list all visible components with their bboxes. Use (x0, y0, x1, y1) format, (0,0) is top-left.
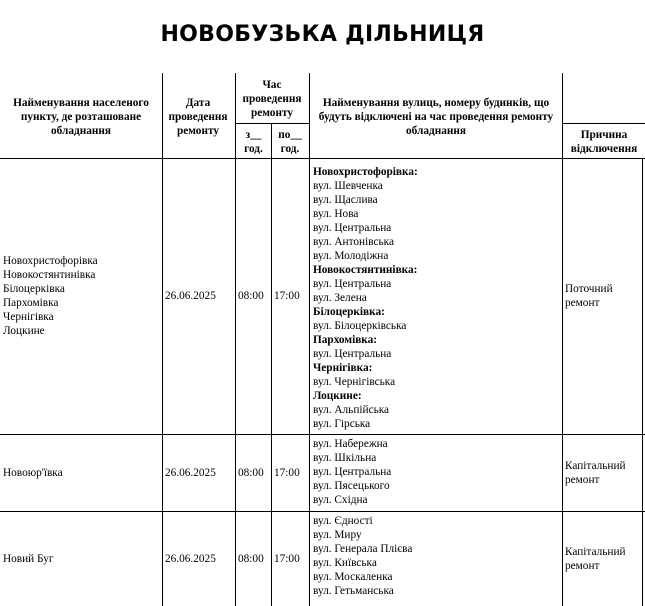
header-settlement: Найменування населеного пункту, де розташоване обладнання (13, 97, 149, 137)
settlement-heading: Новохристофорівка: (313, 166, 418, 178)
page-title: НОВОБУЗЬКА ДІЛЬНИЦЯ (160, 22, 485, 47)
grid-vline (235, 73, 236, 606)
grid-vline (642, 158, 643, 606)
settlement-name: Новий Буг (3, 552, 54, 565)
outage-reason: Поточний ремонт (565, 283, 613, 309)
street-name: вул. Шевченка (313, 180, 383, 192)
street-name: вул. Білоцерківська (313, 320, 407, 332)
street-name: вул. Єдності (313, 515, 373, 527)
header-streets: Найменування вулиць, номеру будинків, що будуть відключені на час проведення ремонту обладнання (318, 97, 554, 137)
settlement-name: Пархомівка (3, 297, 59, 309)
grid-vline (562, 73, 563, 606)
street-name: вул. Миру (313, 529, 362, 541)
header-time: Час проведення ремонту (242, 79, 302, 119)
settlement-heading: Лоцкине: (313, 390, 362, 402)
settlement-heading: Білоцерківка: (313, 306, 385, 318)
time-from: 08:00 (238, 466, 264, 479)
header-from: з__ год. (244, 129, 263, 155)
street-name: вул. Генерала Плієва (313, 543, 413, 555)
outage-reason: Капітальний ремонт (565, 459, 626, 486)
settlement-heading: Чернігівка: (313, 362, 373, 374)
grid-hline (0, 511, 645, 512)
street-name: вул. Зелена (313, 292, 367, 304)
street-name: вул. Пясецького (313, 480, 390, 492)
street-name: вул. Київська (313, 557, 377, 569)
header-to: по__ год. (278, 129, 302, 155)
settlement-heading: Новокостянтинівка: (313, 264, 418, 276)
repair-date: 26.06.2025 (165, 552, 216, 565)
street-name: вул. Центральна (313, 348, 392, 360)
grid-vline (162, 73, 163, 606)
header-reason: Причина відключення (570, 129, 638, 155)
header-date: Дата проведення ремонту (168, 97, 228, 137)
street-name: вул. Центральна (313, 278, 392, 290)
time-from: 08:00 (238, 290, 264, 302)
street-name: вул. Набережна (313, 438, 388, 450)
street-name: вул. Чернігівська (313, 376, 396, 388)
street-name: вул. Шкільна (313, 452, 377, 464)
grid-vline (271, 123, 272, 606)
settlement-name: Новоюр'ївка (3, 466, 63, 479)
street-name: вул. Центральна (313, 222, 392, 234)
settlement-name: Чернігівка (3, 311, 54, 323)
time-to: 17:00 (274, 290, 300, 302)
grid-hline (562, 123, 645, 124)
street-name: вул. Москаленка (313, 571, 393, 583)
street-name: вул. Антонівська (313, 236, 394, 248)
street-name: вул. Гірська (313, 418, 371, 430)
grid-vline (309, 73, 310, 606)
settlement-name: Новохристофорівка (3, 255, 98, 267)
time-from: 08:00 (238, 552, 264, 565)
settlement-name: Новокостянтинівка (3, 269, 96, 281)
grid-hline (0, 434, 645, 435)
street-name: вул. Молодіжна (313, 250, 389, 262)
settlement-heading: Пархомівка: (313, 334, 378, 346)
street-name: вул. Альпійська (313, 404, 390, 416)
grid-hline (235, 123, 309, 124)
street-name: вул. Щаслива (313, 194, 378, 206)
time-to: 17:00 (274, 552, 300, 565)
settlement-name: Білоцерківка (3, 283, 65, 295)
street-name: вул. Східна (313, 494, 368, 506)
time-to: 17:00 (274, 466, 300, 479)
outage-reason: Капітальний ремонт (565, 545, 626, 572)
repair-date: 26.06.2025 (165, 466, 216, 479)
street-name: вул. Нова (313, 208, 359, 220)
street-name: вул. Центральна (313, 466, 392, 478)
grid-hline (0, 158, 645, 159)
street-name: вул. Гетьманська (313, 585, 394, 597)
settlement-name: Лоцкине (3, 325, 45, 337)
repair-date: 26.06.2025 (165, 290, 216, 302)
